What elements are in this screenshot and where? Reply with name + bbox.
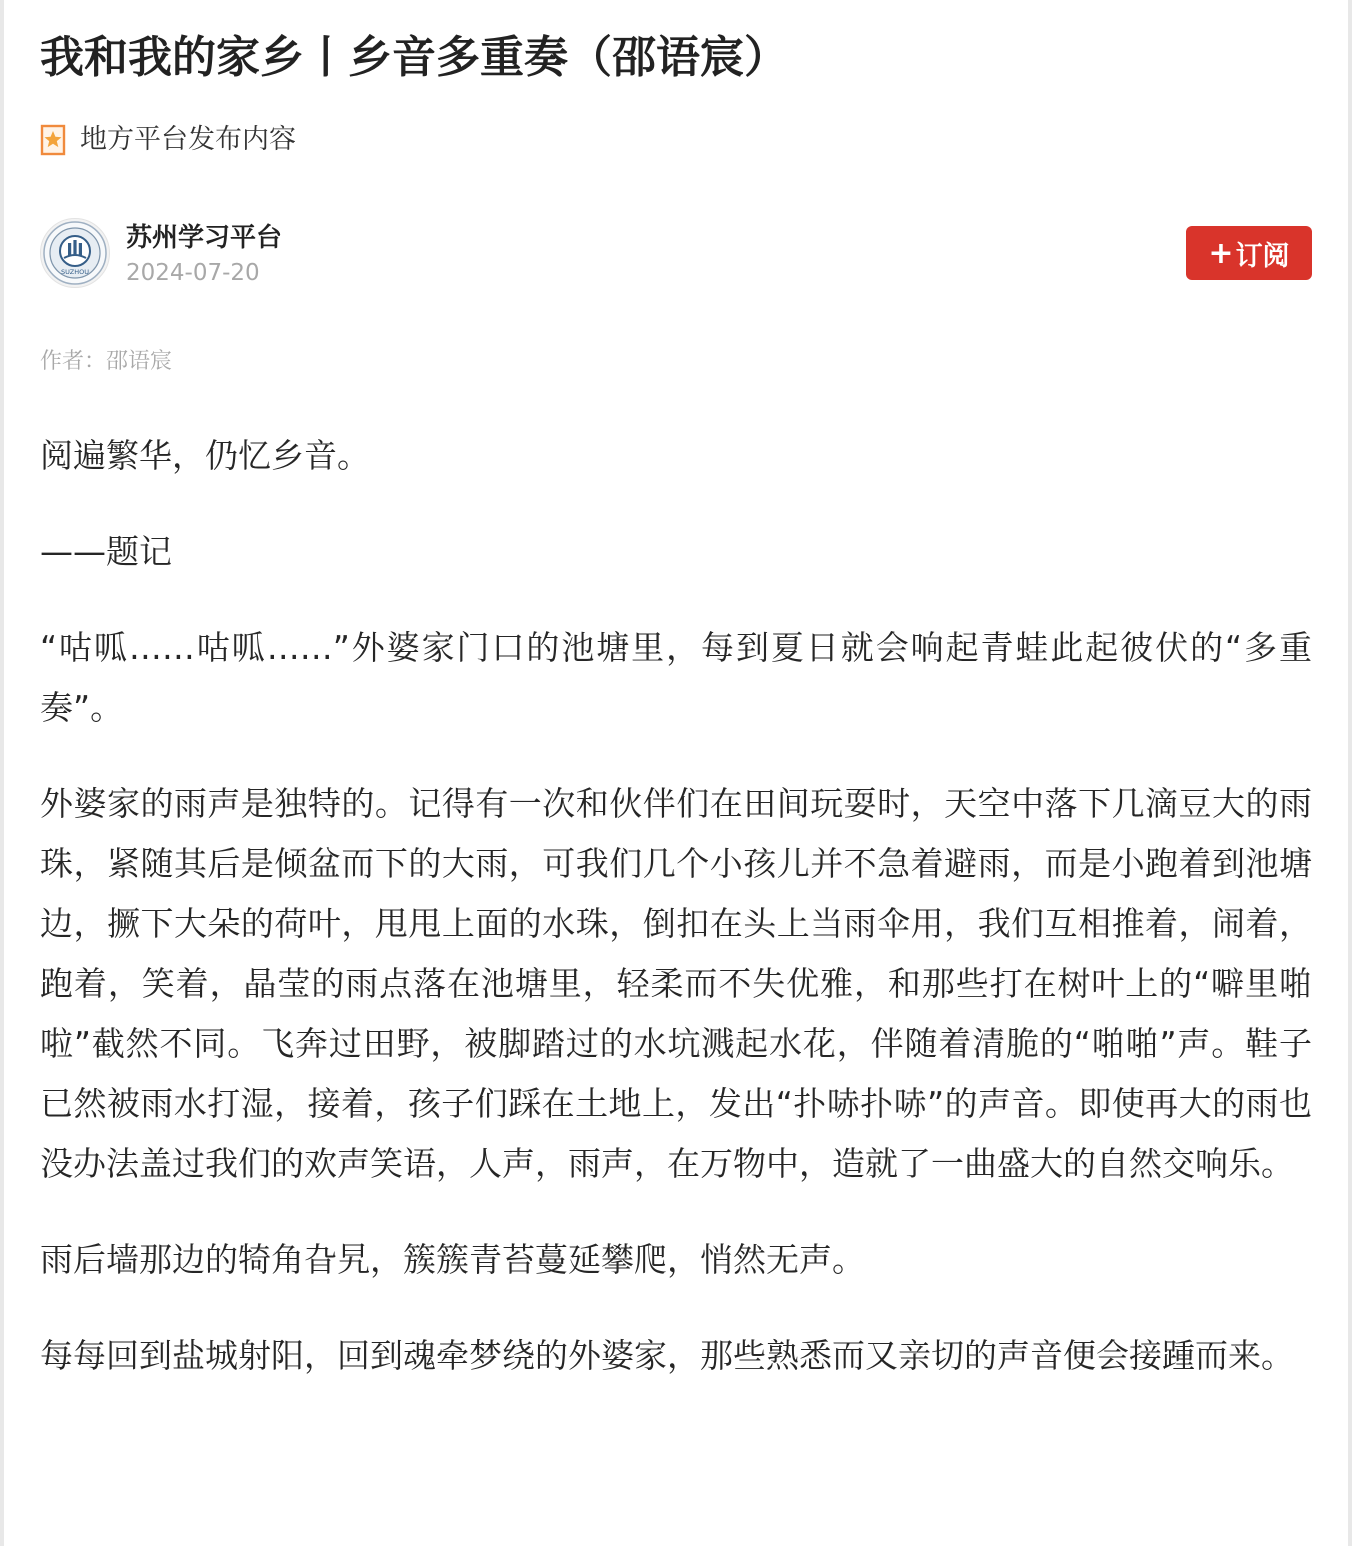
article-paragraph: 阅遍繁华，仍忆乡音。 — [40, 436, 370, 475]
article-paragraph: 外婆家的雨声是独特的。记得有一次和伙伴们在田间玩耍时，天空中落下几滴豆大的雨珠，紧随其后是倾盆而下的大雨，可我们几个小孩儿并不急着避雨，而是小跑着到池塘边，撅下大朵的荷叶，甩甩上面的水珠，倒扣在头上当雨伞用，我们互相推着，闹着，跑着，笑着，晶莹的雨点落在池塘里，轻柔而不失优雅，和那些打在树叶上的“噼里啪啦”截然不同。飞奔过田野，被脚踏过的水坑溅起水花，伴随着清脆的“啪啪”声。鞋子已然被雨水打湿，接着，孩子们踩在土地上，发出“扑哧扑哧”的声音。即使再大的雨也没办法盖过我们的欢声笑语，人声，雨声，在万物中，造就了一曲盛大的自然交响乐。 — [40, 784, 1312, 1183]
article-title: 我和我的家乡丨乡音多重奏（邵语宸） — [40, 32, 788, 83]
author-line: 作者：邵语宸 — [40, 349, 173, 374]
article-page — [4, 0, 1348, 1546]
subscribe-button[interactable] — [1186, 226, 1312, 280]
article-paragraph: 雨后墙那边的犄角旮旯，簇簇青苔蔓延攀爬，悄然无声。 — [40, 1240, 865, 1279]
source-name[interactable]: 苏州学习平台 — [126, 223, 283, 253]
platform-tag — [40, 120, 296, 160]
avatar[interactable] — [40, 218, 110, 288]
publish-date: 2024-07-20 — [126, 260, 260, 286]
subscribe-label: 订阅 — [1235, 240, 1290, 272]
platform-tag-label: 地方平台发布内容 — [80, 124, 296, 155]
article-paragraph: 每每回到盐城射阳，回到魂牵梦绕的外婆家，那些熟悉而又亲切的声音便会接踵而来。 — [40, 1336, 1294, 1375]
source-row — [40, 216, 1312, 290]
suzhou-emblem-icon — [41, 219, 109, 287]
article-paragraph: ——题记 — [40, 532, 172, 571]
avatar-text: SUZHOU — [61, 268, 89, 276]
plus-icon: + — [1208, 235, 1234, 271]
article-paragraph: “咕呱……咕呱……”外婆家门口的池塘里，每到夏日就会响起青蛙此起彼伏的“多重奏”。 — [40, 628, 1312, 727]
bookmark-star-icon — [40, 124, 66, 156]
article-body — [40, 426, 1312, 1422]
